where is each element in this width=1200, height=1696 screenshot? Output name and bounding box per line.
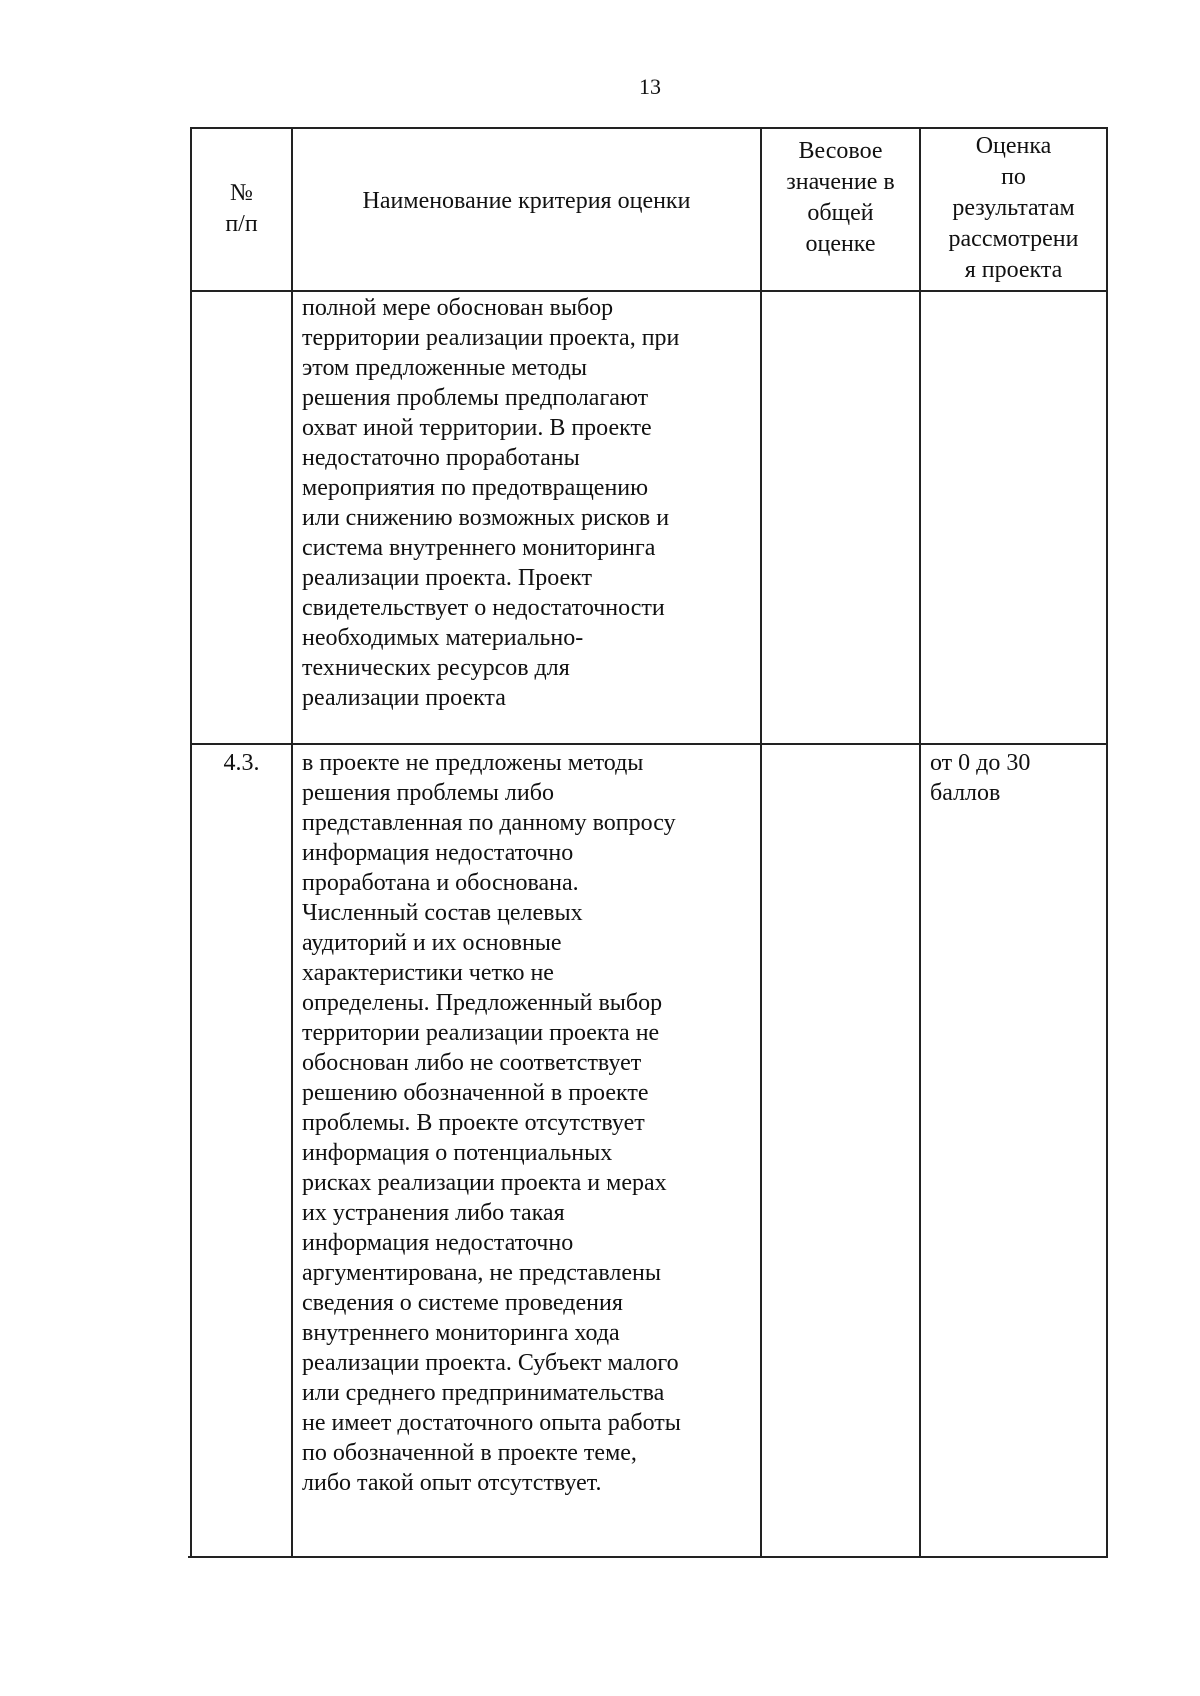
table-bottom-border (188, 1556, 1108, 1558)
table-top-border (190, 127, 1108, 129)
col-divider-weight (919, 127, 921, 1557)
table-left-border (190, 127, 192, 1557)
col-divider-num (291, 127, 293, 1557)
row-1-criterion-text: полной мере обоснован выбор территории реализации проекта, при этом предложенные методы решения проблемы предполагают охват иной территории. В проекте недостаточно проработаны мероприятия по предотвращению или снижению возможных рисков и система внутреннего мониторинга реализации проекта. Проект свидетельствует о недостаточности необходимых материально- технических ресурсов для реализации проекта (302, 295, 680, 711)
row-divider (190, 743, 1108, 745)
header-num: № п/п (225, 180, 258, 237)
row-2-score: от 0 до 30 баллов (930, 750, 1031, 806)
header-name: Наименование критерия оценки (362, 188, 691, 214)
header-score: Оценка по результатам рассмотрени я проекта (948, 133, 1079, 283)
row-2-num: 4.3. (223, 750, 260, 776)
page-number: 13 (639, 74, 661, 99)
header-bottom-border (190, 290, 1108, 292)
col-divider-name (760, 127, 762, 1557)
row-2-criterion-text: в проекте не предложены методы решения проблемы либо представленная по данному вопросу информация недостаточно проработана и обоснована. Численный состав целевых аудиторий и их основные характеристики четко не определены. Предложенный выбор территории реализации проекта не обоснован либо не соответствует решению обозначенной в проекте проблемы. В проекте отсутствует информация о потенциальных рисках реализации проекта и мерах их устранения либо такая информация недостаточно аргументирована, не представлены сведения о системе проведения внутреннего мониторинга хода реализации проекта. Субъект малого или среднего предпринимательства не имеет достаточного опыта работы по обозначенной в проекте теме, либо такой опыт отсутствует. (302, 750, 681, 1496)
header-weight: Весовое значение в общей оценке (786, 138, 895, 257)
table-right-border (1106, 127, 1108, 1557)
